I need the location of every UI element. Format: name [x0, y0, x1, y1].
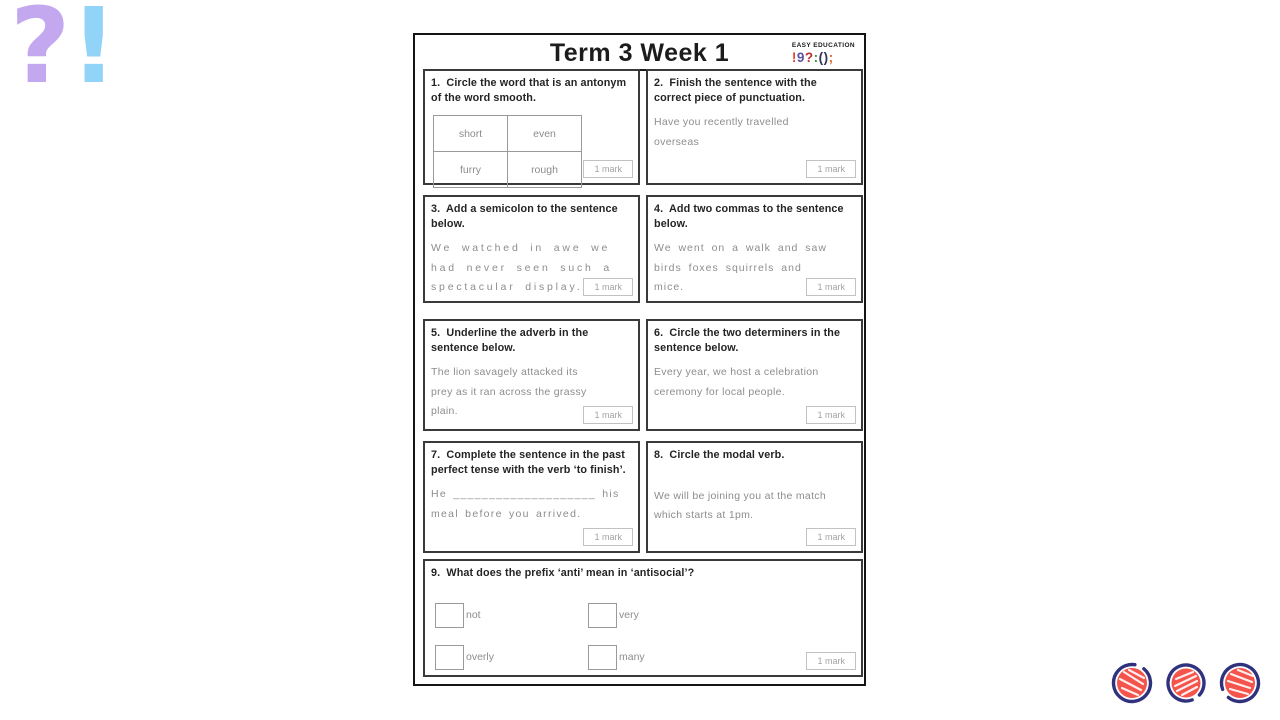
logo-glyph: ) [823, 49, 829, 65]
question-box-5 [423, 319, 640, 431]
answer-checkbox[interactable] [588, 645, 617, 670]
mark-badge: 1 mark [806, 278, 856, 296]
choice-label: not [466, 609, 481, 622]
question-text: Add two commas to the sentence below. [654, 203, 844, 230]
question-number: 3. [431, 203, 441, 215]
body-line: mice. [654, 280, 685, 293]
question-number: 8. [654, 449, 664, 461]
body-line: Have you recently travelled [654, 116, 789, 129]
question-box-3 [423, 195, 640, 303]
body-line answer-blank-line: He ____________________ his [431, 488, 620, 501]
question-prompt [654, 202, 855, 231]
question-prompt [431, 326, 632, 355]
question-body [654, 487, 855, 526]
red-scribble-circle-icon [1218, 661, 1262, 705]
answer-checkbox[interactable] [588, 603, 617, 628]
question-text: Complete the sentence in the past perfect tense with the verb ‘to finish’. [431, 449, 626, 476]
easy-education-logo [792, 43, 855, 64]
question-body [654, 113, 855, 152]
question-number: 4. [654, 203, 664, 215]
exclamation-mark-decoration: ! [70, 0, 118, 107]
logo-glyph: ; [828, 49, 834, 65]
choice-item [588, 645, 645, 670]
question-text: Circle the word that is an antonym of the word smooth. [431, 77, 627, 104]
question-text: What does the prefix ‘anti’ mean in ‘antisocial’? [446, 567, 695, 579]
mark-badge: 1 mark [806, 406, 856, 424]
answer-checkbox[interactable] [435, 645, 464, 670]
answer-option: even [508, 116, 582, 152]
question-prompt [431, 202, 632, 231]
page-title: Term 3 Week 1 [546, 39, 733, 71]
body-line: The lion savagely attacked its [431, 366, 578, 379]
choice-grid [431, 603, 855, 673]
question-number: 1. [431, 77, 441, 89]
question-prompt [431, 76, 632, 105]
question-box-8 [646, 441, 863, 553]
mark-badge: 1 mark [583, 160, 633, 178]
question-prompt [654, 326, 855, 355]
question-text: Add a semicolon to the sentence below. [431, 203, 618, 230]
mark-badge: 1 mark [583, 278, 633, 296]
choice-item [588, 603, 639, 628]
body-line: We went on a walk and saw [654, 242, 827, 255]
choice-item [435, 645, 494, 670]
red-scribble-circle-icon [1164, 661, 1208, 705]
question-number: 6. [654, 327, 664, 339]
logo-punctuation-icon [792, 51, 855, 65]
question-text: Circle the modal verb. [669, 449, 785, 461]
body-line: overseas [654, 135, 700, 148]
question-box-9 [423, 559, 863, 677]
mark-badge: 1 mark [806, 528, 856, 546]
question-number: 9. [431, 567, 441, 579]
mark-badge: 1 mark [583, 528, 633, 546]
worksheet-page [413, 33, 866, 686]
question-body [654, 363, 855, 402]
question-prompt [654, 448, 855, 463]
body-line: plain. [431, 404, 458, 417]
red-scribble-circle-icon [1110, 661, 1154, 705]
choice-item [435, 603, 481, 628]
logo-name: EASY EDUCATION [791, 42, 855, 49]
body-line: ceremony for local people. [654, 385, 785, 398]
logo-glyph: ( [818, 49, 824, 65]
answer-option: rough [508, 152, 582, 188]
answer-option-table [433, 115, 582, 188]
question-prompt [431, 566, 855, 581]
question-box-2 [646, 69, 863, 185]
body-line: which starts at 1pm. [654, 508, 754, 521]
question-box-6 [646, 319, 863, 431]
choice-label: very [619, 609, 639, 622]
question-prompt [654, 76, 855, 105]
mark-badge: 1 mark [806, 652, 856, 670]
body-line: had never seen such a [431, 261, 613, 274]
question-text: Finish the sentence with the correct piece of punctuation. [654, 77, 817, 104]
mark-badge: 1 mark [806, 160, 856, 178]
choice-label: many [619, 651, 645, 664]
body-line: We watched in awe we [431, 242, 611, 255]
choice-label: overly [466, 651, 495, 664]
question-text: Underline the adverb in the sentence below. [431, 327, 589, 354]
mark-badge: 1 mark [583, 406, 633, 424]
question-mark-decoration: ? [10, 0, 71, 107]
answer-option: furry [434, 152, 508, 188]
logo-glyph: : [813, 49, 819, 65]
question-text: Circle the two determiners in the sentence below. [654, 327, 841, 354]
question-number: 5. [431, 327, 441, 339]
answer-option: short [434, 116, 508, 152]
body-line: spectacular display. [431, 280, 583, 293]
body-line: Every year, we host a celebration [654, 366, 819, 379]
question-body [431, 485, 632, 524]
body-line: meal before you arrived. [431, 507, 582, 520]
question-number: 2. [654, 77, 664, 89]
answer-checkbox[interactable] [435, 603, 464, 628]
question-box-1 [423, 69, 640, 185]
body-line: birds foxes squirrels and [654, 261, 802, 274]
logo-glyph: 9 [796, 49, 805, 65]
question-prompt [431, 448, 632, 477]
stamp-row [1110, 661, 1262, 705]
logo-glyph: ! [791, 49, 797, 65]
body-line: prey as it ran across the grassy [431, 385, 587, 398]
question-number: 7. [431, 449, 441, 461]
question-box-4 [646, 195, 863, 303]
question-box-7 [423, 441, 640, 553]
logo-glyph: ? [804, 49, 814, 65]
body-line: We will be joining you at the match [654, 489, 826, 502]
